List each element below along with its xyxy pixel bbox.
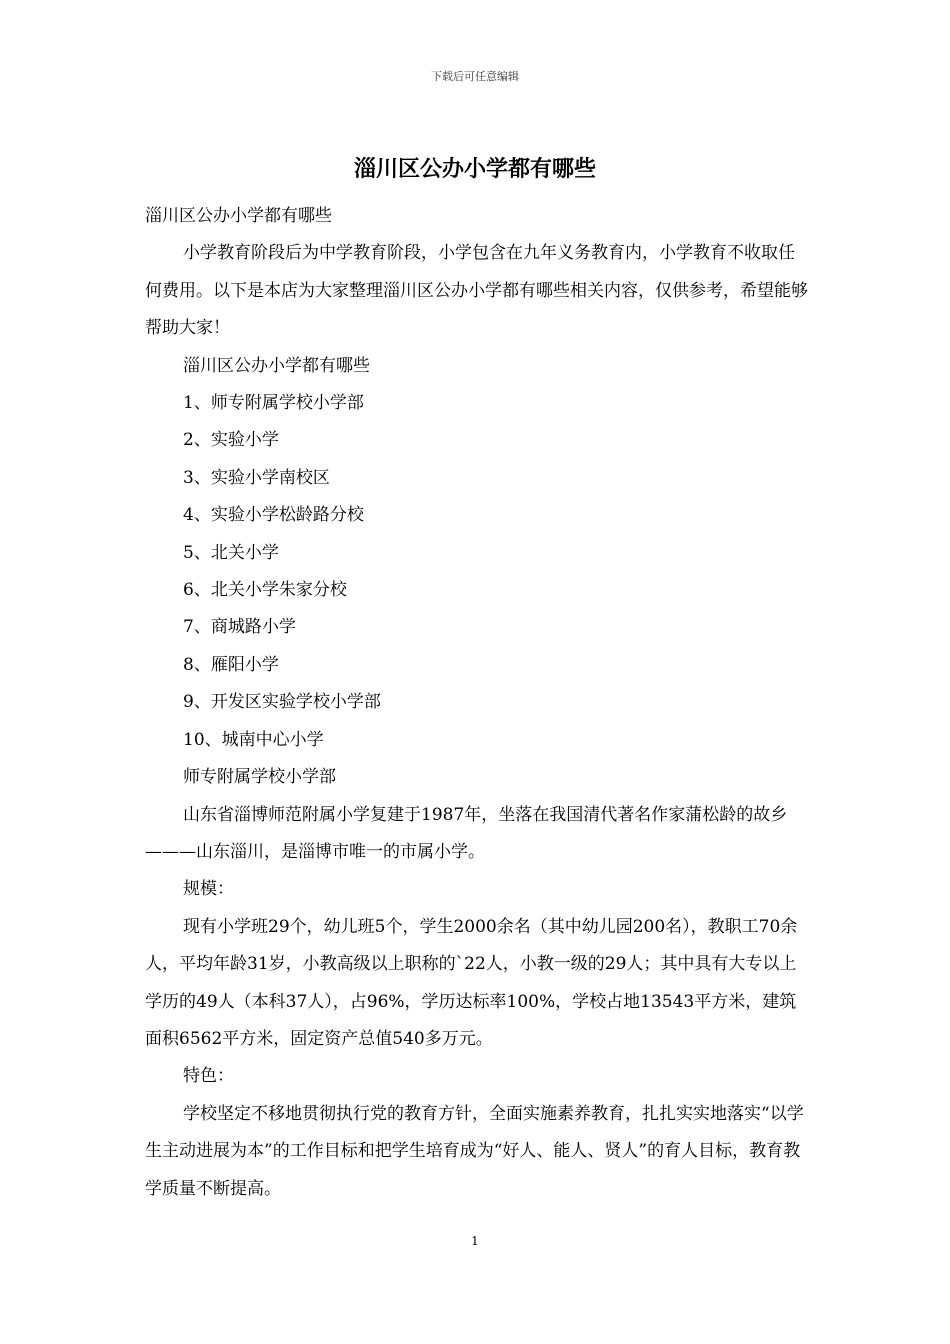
- list-item: 8、雁阳小学: [183, 654, 279, 675]
- list-item: 10、城南中心小学: [183, 729, 324, 750]
- intro-paragraph: 小学教育阶段后为中学教育阶段，小学包含在九年义务教育内，小学教育不收取任何费用。以下是本店为大家整理淄川区公办小学都有哪些相关内容，仅供参考，希望能够帮助大家！: [145, 243, 808, 339]
- list-heading: 淄川区公办小学都有哪些: [183, 355, 370, 376]
- header-note: 下载后可任意编辑: [431, 70, 519, 83]
- section-heading: 师专附属学校小学部: [183, 767, 336, 788]
- section-intro-paragraph: 山东省淄博师范附属小学复建于1987年，坐落在我国清代著名作家蒲松龄的故乡———山东淄川，是淄博市唯一的市属小学。: [145, 804, 788, 862]
- scale-label: 规模：: [183, 879, 234, 900]
- list-item: 4、实验小学松龄路分校: [183, 505, 364, 526]
- feature-label: 特色：: [183, 1066, 234, 1087]
- list-item: 5、北关小学: [183, 542, 279, 563]
- list-item: 6、北关小学朱家分校: [183, 580, 347, 601]
- school-list: [145, 385, 809, 759]
- subtitle-line: 淄川区公办小学都有哪些: [145, 206, 332, 226]
- document-body: [145, 198, 809, 1208]
- document-title: 淄川区公办小学都有哪些: [353, 156, 596, 182]
- feature-paragraph: 学校坚定不移地贯彻执行党的教育方针，全面实施素养教育，扎扎实实地落实“以学生主动进展为本”的工作目标和把学生培育成为“好人、能人、贤人”的育人目标，教育教学质量不断提高。: [145, 1103, 804, 1199]
- page-number: 1: [471, 1234, 479, 1248]
- list-item: 2、实验小学: [183, 430, 279, 451]
- scale-paragraph: 现有小学班29个，幼儿班5个，学生2000余名（其中幼儿园200名），教职工70余人，平均年龄31岁，小教高级以上职称的`22人，小教一级的29人；其中具有大专以上学历的49人（本科37人），占96%，学历达标率100%，学校占地13543平方米，建筑面积6562平方米，固定资产总值540多万元。: [145, 916, 798, 1049]
- list-item: 9、开发区实验学校小学部: [183, 692, 381, 713]
- list-item: 1、师专附属学校小学部: [183, 393, 364, 414]
- list-item: 7、商城路小学: [183, 617, 296, 638]
- list-item: 3、实验小学南校区: [183, 467, 330, 488]
